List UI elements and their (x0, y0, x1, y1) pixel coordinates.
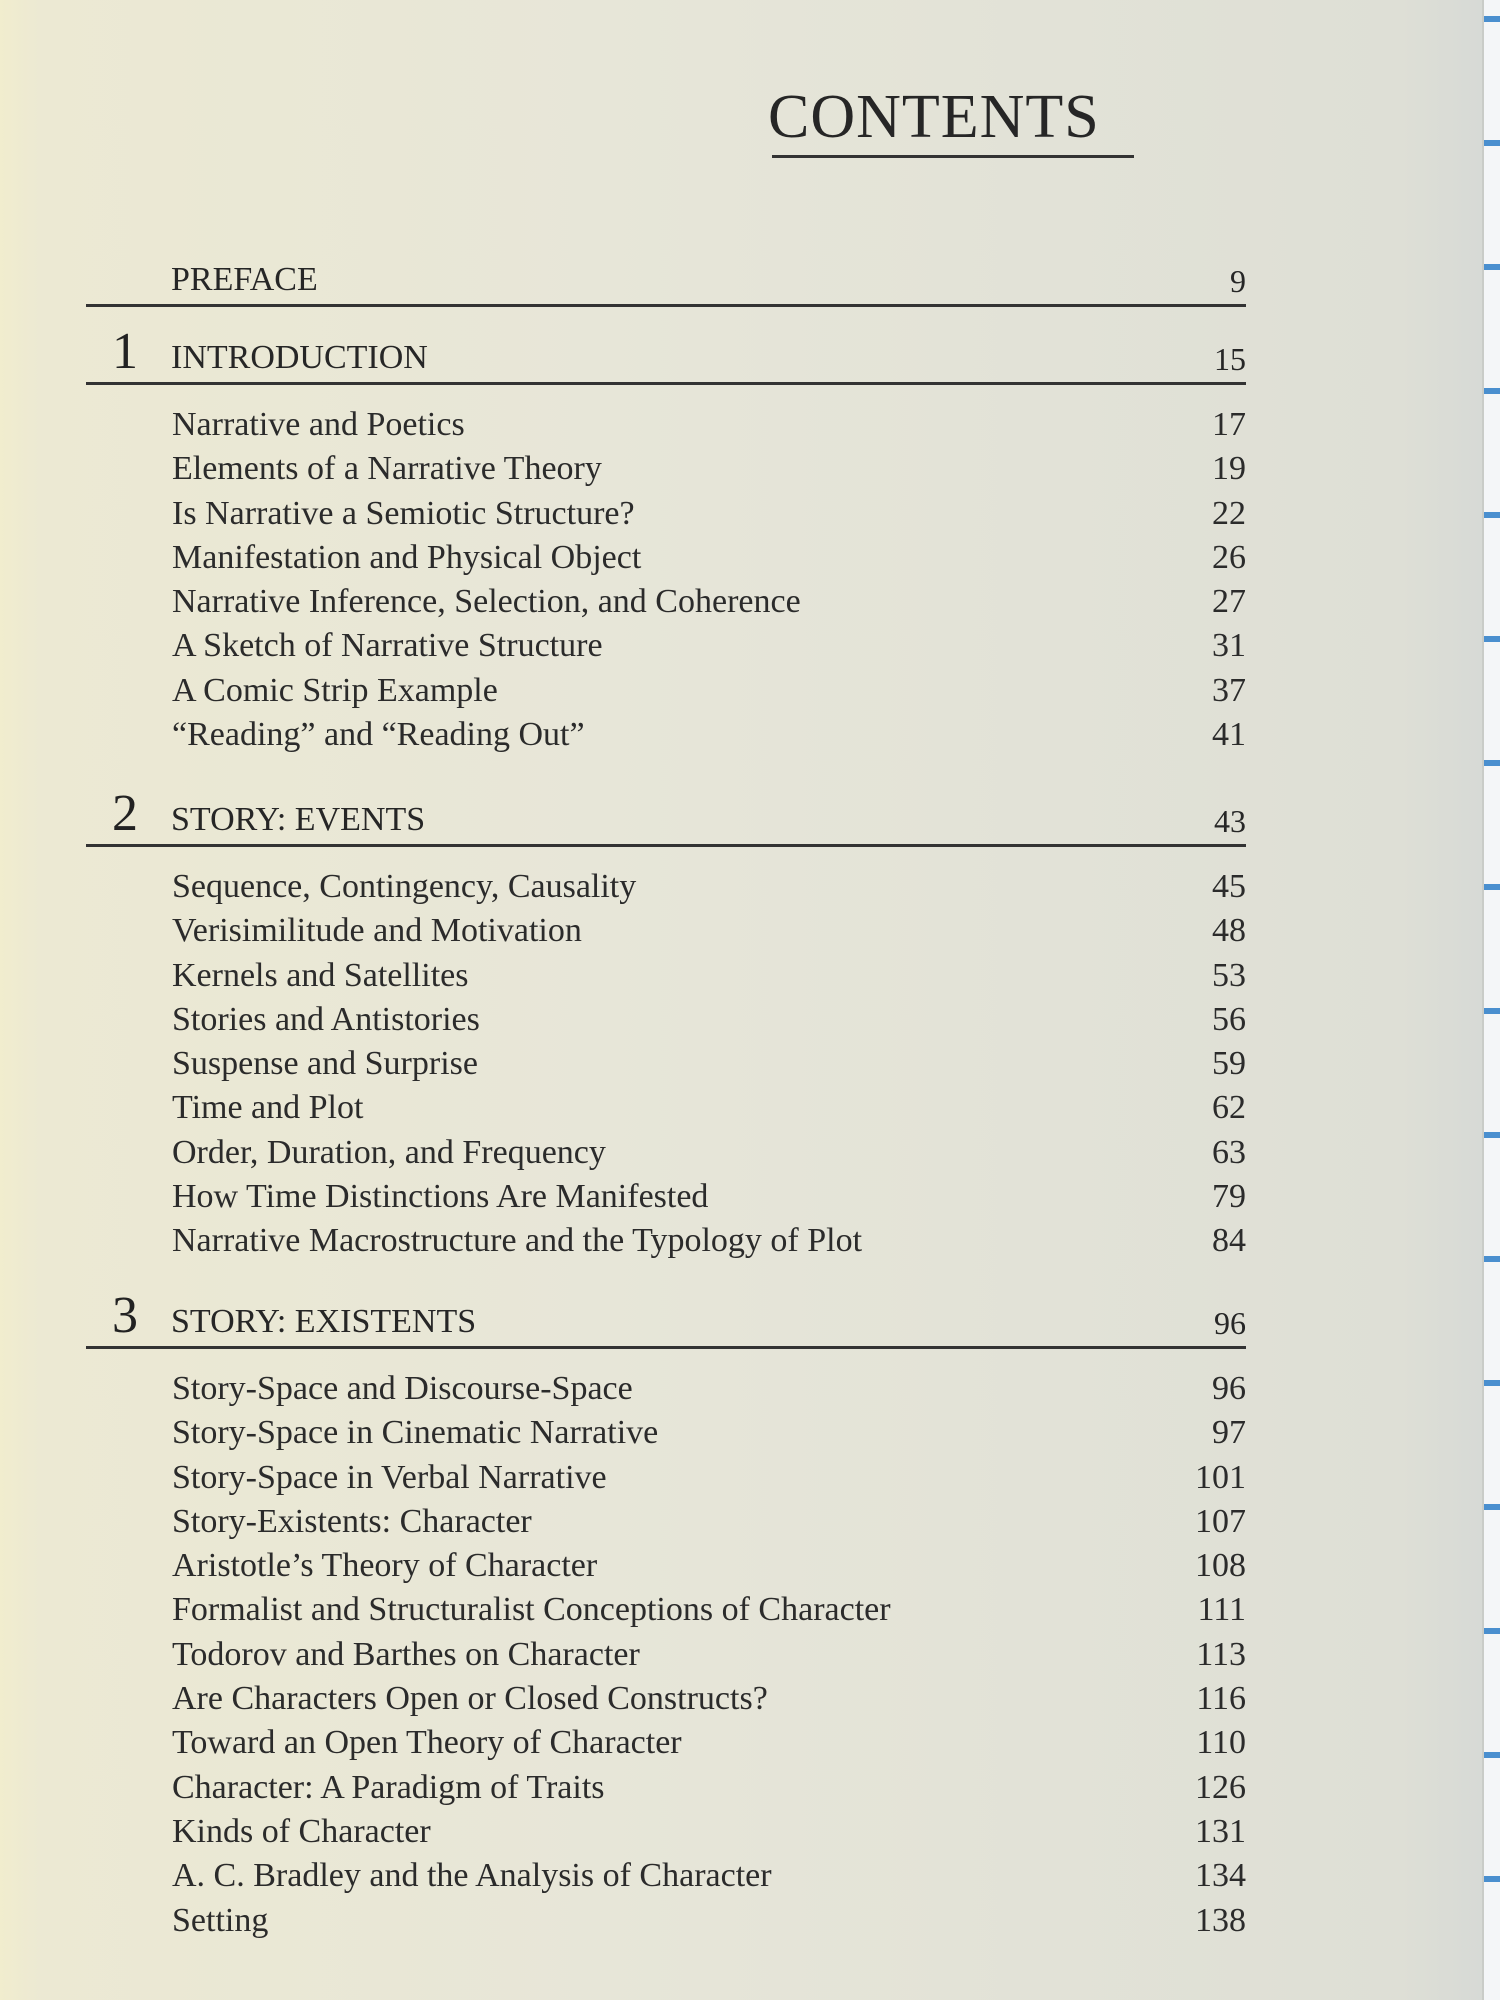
toc-entry[interactable] (86, 1854, 1246, 1898)
toc-entry[interactable] (86, 1219, 1246, 1263)
chapter-heading[interactable] (86, 785, 1246, 847)
entry-page: 17 (1212, 406, 1246, 443)
entry-page: 37 (1212, 671, 1246, 709)
chapter-number: 1 (112, 323, 138, 380)
entry-page: 31 (1212, 627, 1246, 665)
toc-entry[interactable] (86, 1766, 1246, 1810)
entry-page: 126 (1195, 1768, 1246, 1806)
entry-title: Aristotle’s Theory of Character (172, 1547, 598, 1585)
entry-page: 59 (1212, 1045, 1246, 1083)
toc-entry[interactable] (86, 1131, 1246, 1175)
chapter-page: 96 (1214, 1305, 1246, 1341)
toc-entry[interactable] (86, 1721, 1246, 1765)
entry-title: Formalist and Structuralist Conceptions of Character (172, 1591, 891, 1629)
entry-page: 110 (1196, 1724, 1246, 1762)
chapter-entries (86, 403, 1246, 757)
toc-entry[interactable] (86, 713, 1246, 757)
chapter-page: 15 (1214, 341, 1246, 377)
chapter-number: 3 (112, 1287, 138, 1344)
preface-label: PREFACE (171, 261, 318, 298)
entry-page: 134 (1195, 1857, 1246, 1895)
entry-title: Stories and Antistories (172, 1000, 480, 1038)
toc-entry[interactable] (86, 1544, 1246, 1588)
chapter-number: 2 (112, 785, 138, 842)
preface-row[interactable] (86, 248, 1246, 307)
toc-entry[interactable] (86, 1042, 1246, 1086)
chapter-title: STORY: EXISTENTS (171, 1303, 477, 1340)
entry-title: Narrative and Poetics (172, 406, 465, 443)
entry-title: Is Narrative a Semiotic Structure? (172, 494, 635, 532)
entry-page: 26 (1212, 538, 1246, 576)
entry-page: 53 (1212, 956, 1246, 994)
entry-title: Story-Existents: Character (172, 1502, 532, 1540)
toc-entry[interactable] (86, 1367, 1246, 1411)
toc-entry[interactable] (86, 580, 1246, 624)
preface-page: 9 (1230, 263, 1246, 299)
entry-title: Time and Plot (172, 1089, 364, 1127)
entry-page: 111 (1197, 1591, 1246, 1629)
entry-title: Story-Space in Cinematic Narrative (172, 1414, 659, 1452)
entry-page: 79 (1212, 1178, 1246, 1216)
entry-title: “Reading” and “Reading Out” (172, 716, 585, 754)
toc-entry[interactable] (86, 492, 1246, 536)
entry-title: Manifestation and Physical Object (172, 538, 642, 576)
toc-entry[interactable] (86, 865, 1246, 909)
chapter-3 (86, 1287, 1246, 1943)
entry-page: 45 (1212, 868, 1246, 905)
entry-title: Story-Space and Discourse-Space (172, 1370, 633, 1407)
chapter-2 (86, 785, 1246, 1264)
entry-title: A Sketch of Narrative Structure (172, 627, 603, 665)
toc-entry[interactable] (86, 624, 1246, 668)
blue-lined-paper-edge (1482, 0, 1500, 2000)
entry-page: 101 (1195, 1458, 1246, 1496)
entry-title: Order, Duration, and Frequency (172, 1133, 606, 1171)
toc-entry[interactable] (86, 1411, 1246, 1455)
toc-entry[interactable] (86, 1810, 1246, 1854)
toc-entry[interactable] (86, 1086, 1246, 1130)
toc-entry[interactable] (86, 954, 1246, 998)
entry-page: 22 (1212, 494, 1246, 532)
toc-entry[interactable] (86, 1677, 1246, 1721)
preface-section (86, 248, 1246, 307)
entry-title: Todorov and Barthes on Character (172, 1635, 640, 1673)
entry-page: 108 (1195, 1547, 1246, 1585)
entry-page: 116 (1196, 1680, 1246, 1718)
entry-title: Suspense and Surprise (172, 1045, 478, 1083)
entry-title: Kernels and Satellites (172, 956, 469, 994)
entry-page: 84 (1212, 1222, 1246, 1260)
entry-page: 48 (1212, 912, 1246, 950)
toc-entry[interactable] (86, 403, 1246, 447)
toc-entry[interactable] (86, 1500, 1246, 1544)
toc-entry[interactable] (86, 998, 1246, 1042)
toc-entry[interactable] (86, 447, 1246, 491)
toc-entry[interactable] (86, 909, 1246, 953)
entry-title: A Comic Strip Example (172, 671, 498, 709)
entry-title: Setting (172, 1901, 269, 1939)
entry-page: 19 (1212, 450, 1246, 488)
entry-page: 62 (1212, 1089, 1246, 1127)
entry-page: 107 (1195, 1502, 1246, 1540)
entry-title: Sequence, Contingency, Causality (172, 868, 637, 905)
entry-title: Narrative Macrostructure and the Typology of Plot (172, 1222, 863, 1260)
entry-title: Toward an Open Theory of Character (172, 1724, 682, 1762)
entry-title: Kinds of Character (172, 1812, 431, 1850)
heading-underline (772, 155, 1134, 158)
entry-page: 27 (1212, 583, 1246, 621)
entry-title: Elements of a Narrative Theory (172, 450, 602, 488)
chapter-entries (86, 1367, 1246, 1943)
entry-title: Narrative Inference, Selection, and Coherence (172, 583, 801, 621)
entry-page: 96 (1212, 1370, 1246, 1407)
chapter-title: INTRODUCTION (171, 339, 428, 376)
chapter-heading[interactable] (86, 1287, 1246, 1349)
entry-title: Story-Space in Verbal Narrative (172, 1458, 607, 1496)
toc-entry[interactable] (86, 1175, 1246, 1219)
toc-entry[interactable] (86, 1456, 1246, 1500)
entry-page: 56 (1212, 1000, 1246, 1038)
entry-page: 41 (1212, 716, 1246, 754)
entry-page: 131 (1195, 1812, 1246, 1850)
chapter-page: 43 (1214, 803, 1246, 839)
chapter-1 (86, 323, 1246, 757)
entry-title: Character: A Paradigm of Traits (172, 1768, 605, 1806)
entry-page: 97 (1212, 1414, 1246, 1452)
toc-entry[interactable] (86, 1899, 1246, 1943)
toc-entry[interactable] (86, 1633, 1246, 1677)
toc-entry[interactable] (86, 669, 1246, 713)
toc-entry[interactable] (86, 1588, 1246, 1632)
chapter-entries (86, 865, 1246, 1264)
entry-page: 63 (1212, 1133, 1246, 1171)
entry-title: Are Characters Open or Closed Constructs? (172, 1680, 768, 1718)
chapter-title: STORY: EVENTS (171, 801, 426, 838)
entry-title: Verisimilitude and Motivation (172, 912, 582, 950)
entry-title: A. C. Bradley and the Analysis of Character (172, 1857, 772, 1895)
toc-entry[interactable] (86, 536, 1246, 580)
entry-page: 138 (1195, 1901, 1246, 1939)
chapter-heading[interactable] (86, 323, 1246, 385)
entry-page: 113 (1196, 1635, 1246, 1673)
entry-title: How Time Distinctions Are Manifested (172, 1178, 709, 1216)
contents-heading: CONTENTS (768, 83, 1100, 151)
